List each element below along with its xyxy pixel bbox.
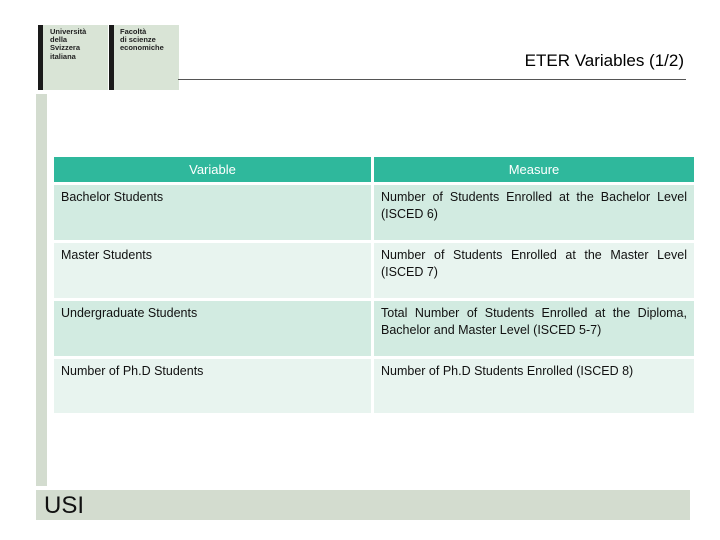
logo-line: Facoltà [120, 27, 147, 36]
logo-bar [38, 25, 43, 90]
logo-line: della [50, 35, 68, 45]
logo-line: di scienze [120, 35, 156, 45]
logo-bar [109, 25, 114, 90]
header-variable: Variable [54, 157, 371, 182]
table-header-row [54, 157, 694, 182]
side-band [36, 94, 47, 486]
header-measure: Measure [374, 157, 694, 182]
logo-line: italiana [50, 51, 76, 61]
cell-variable: Bachelor Students [54, 185, 371, 240]
logo-faculty-name [120, 28, 164, 53]
title-divider [178, 79, 686, 80]
faculty-logo [109, 25, 179, 90]
logo-line: Svizzera [50, 43, 81, 53]
footer-bar [36, 490, 690, 520]
cell-measure: Total Number of Students Enrolled at the Diploma, Bachelor and Master Level (ISCED 5-7) [374, 301, 694, 356]
logo-line: economiche [120, 43, 164, 53]
footer-usi-label: USI [44, 492, 85, 519]
cell-variable: Undergraduate Students [54, 301, 371, 356]
cell-variable: Number of Ph.D Students [54, 359, 371, 413]
cell-measure: Number of Students Enrolled at the Master Level (ISCED 7) [374, 243, 694, 298]
slide-title: ETER Variables (1/2) [524, 51, 684, 70]
cell-variable: Master Students [54, 243, 371, 298]
logo-university-name [50, 28, 86, 61]
cell-measure: Number of Students Enrolled at the Bachelor Level (ISCED 6) [374, 185, 694, 240]
logo-line: Università [50, 27, 87, 36]
cell-measure: Number of Ph.D Students Enrolled (ISCED 8) [374, 359, 694, 413]
usi-logo [38, 25, 108, 90]
